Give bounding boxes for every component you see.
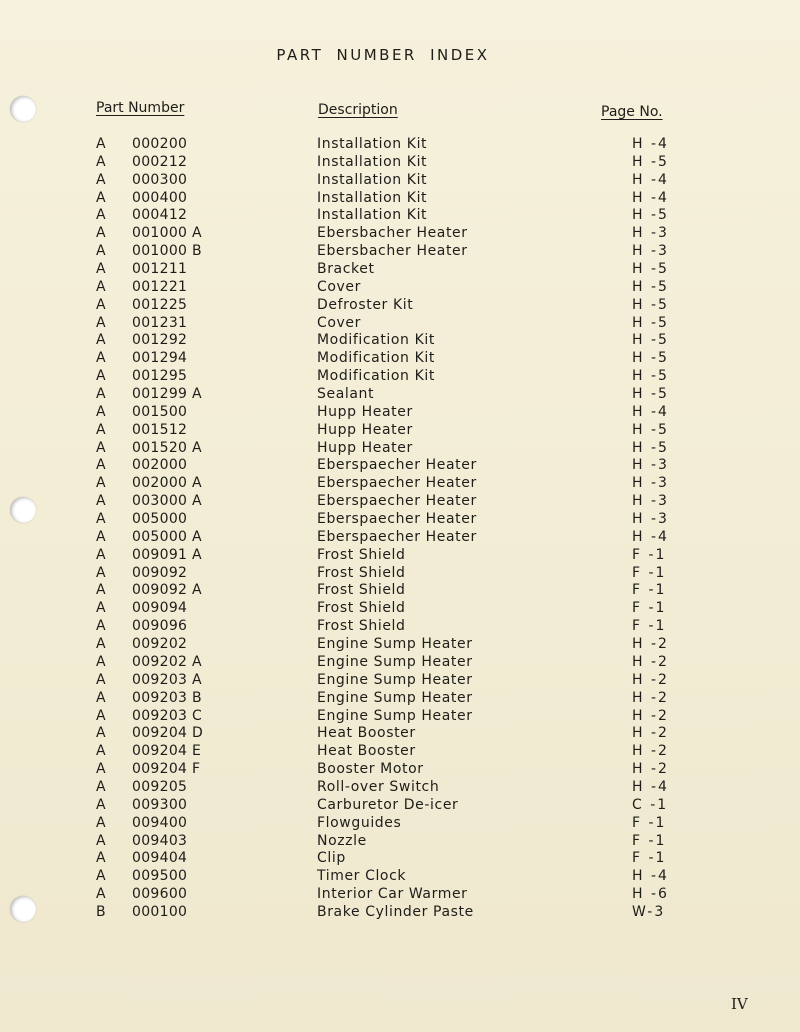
part-prefix: A [96,136,106,152]
page-reference: H -5 [632,368,669,385]
page-reference: F -1 [632,850,667,867]
page-reference: F -1 [632,564,667,581]
part-description: Engine Sump Heater [317,636,473,653]
part-prefix: A [96,368,106,385]
column-header-part-number: Part Number [96,100,185,116]
table-row [0,904,800,922]
part-prefix: A [96,761,106,778]
part-number: 009500 [132,868,188,885]
page-reference: H -3 [632,225,669,242]
part-description: Ebersbacher Heater [317,225,468,242]
part-number: 003000 A [132,493,202,510]
page-reference: H -2 [632,743,669,760]
page-reference: F -1 [632,600,667,617]
column-header-description: Description [318,102,398,118]
page-reference: H -4 [632,868,669,885]
page-reference: H -3 [632,457,669,474]
part-number: 009096 [132,618,188,635]
part-description: Frost Shield [317,546,406,563]
table-row [0,190,800,208]
part-prefix: A [96,671,106,688]
table-row [0,654,800,672]
part-number: 009204 E [132,743,202,760]
page-reference: H -2 [632,653,669,670]
part-description: Frost Shield [317,582,406,599]
part-prefix: A [96,421,106,438]
part-description: Heat Booster [317,725,416,742]
part-description: Brake Cylinder Paste [317,903,474,920]
page-reference: H -6 [632,886,669,903]
part-description: Clip [317,850,346,867]
part-number: 009404 [132,850,188,867]
part-prefix: A [96,564,106,581]
part-description: Hupp Heater [317,421,413,438]
part-prefix: A [96,439,106,456]
page-reference: H -4 [632,778,669,795]
part-prefix: A [96,778,106,795]
part-number: 001211 [132,261,188,278]
page-reference: H -4 [632,171,669,188]
table-row [0,225,800,243]
table-row [0,708,800,726]
part-description: Heat Booster [317,743,416,760]
part-number: 009204 F [132,761,201,778]
page-reference: H -2 [632,725,669,742]
part-number: 009091 A [132,546,202,563]
table-row [0,332,800,350]
part-description: Engine Sump Heater [317,653,473,670]
page-reference: H -3 [632,475,669,492]
page-reference: F -1 [632,814,667,831]
page-number: IV [731,995,748,1013]
page-reference: F -1 [632,832,667,849]
page-reference: H -5 [632,207,669,224]
page-reference: H -5 [632,332,669,349]
part-prefix: A [96,189,106,206]
table-row [0,368,800,386]
part-prefix: A [96,296,106,313]
part-number: 009203 C [132,707,203,724]
table-row [0,547,800,565]
table-row [0,511,800,529]
part-prefix: A [96,207,106,224]
page-title: PART NUMBER INDEX [276,46,490,64]
part-prefix: A [96,814,106,831]
part-number: 009400 [132,814,188,831]
table-row [0,404,800,422]
part-prefix: A [96,600,106,617]
page-reference: C -1 [632,796,669,813]
page-reference: H -2 [632,671,669,688]
part-prefix: A [96,153,106,170]
table-row [0,725,800,743]
table-row [0,279,800,297]
part-number: 002000 A [132,475,202,492]
part-prefix: A [96,582,106,599]
part-prefix: A [96,850,106,867]
page-reference: H -5 [632,350,669,367]
page-reference: F -1 [632,546,667,563]
part-number: 001225 [132,296,188,313]
page-reference: H -5 [632,278,669,295]
part-prefix: A [96,796,106,813]
part-prefix: A [96,832,106,849]
part-description: Carburetor De-icer [317,796,459,813]
page-reference: H -5 [632,153,669,170]
page-reference: H -5 [632,261,669,278]
page-reference: H -5 [632,386,669,403]
part-prefix: A [96,386,106,403]
page-reference: F -1 [632,618,667,635]
table-row [0,136,800,154]
part-number: 009403 [132,832,188,849]
part-description: Installation Kit [317,207,428,224]
page-reference: H -4 [632,136,669,152]
part-description: Defroster Kit [317,296,414,313]
page-reference: H -5 [632,421,669,438]
part-prefix: A [96,636,106,653]
part-number: 005000 [132,511,188,528]
part-number: 000200 [132,136,188,152]
table-row [0,243,800,261]
table-row [0,868,800,886]
part-prefix: A [96,868,106,885]
part-description: Eberspaecher Heater [317,528,477,545]
table-row [0,261,800,279]
table-row [0,850,800,868]
part-prefix: A [96,546,106,563]
page-reference: H -3 [632,493,669,510]
part-description: Nozzle [317,832,367,849]
part-number: 009300 [132,796,188,813]
part-number: 009092 [132,564,188,581]
part-description: Interior Car Warmer [317,886,468,903]
part-prefix: A [96,653,106,670]
part-number: 000400 [132,189,188,206]
table-row [0,350,800,368]
part-description: Booster Motor [317,761,424,778]
part-prefix: A [96,314,106,331]
table-row [0,440,800,458]
part-description: Modification Kit [317,332,435,349]
part-prefix: A [96,618,106,635]
page-reference: H -2 [632,689,669,706]
part-description: Installation Kit [317,136,428,152]
part-number: 009600 [132,886,188,903]
part-number: 001000 B [132,243,202,260]
part-prefix: A [96,743,106,760]
part-prefix: A [96,725,106,742]
table-row [0,315,800,333]
table-row [0,672,800,690]
part-prefix: B [96,903,106,920]
table-row [0,761,800,779]
page-reference: H -3 [632,511,669,528]
page-reference: H -4 [632,403,669,420]
column-header-page-no: Page No. [601,104,663,120]
part-number: 001500 [132,403,188,420]
table-row [0,815,800,833]
part-number: 001000 A [132,225,202,242]
part-prefix: A [96,511,106,528]
part-prefix: A [96,243,106,260]
part-description: Engine Sump Heater [317,707,473,724]
part-number: 001512 [132,421,188,438]
part-description: Cover [317,314,361,331]
table-row [0,172,800,190]
part-description: Modification Kit [317,350,435,367]
page-reference: H -2 [632,761,669,778]
part-description: Installation Kit [317,153,428,170]
part-number: 009205 [132,778,188,795]
page-reference: W-3 [632,903,666,920]
part-description: Bracket [317,261,375,278]
part-description: Engine Sump Heater [317,671,473,688]
part-description: Frost Shield [317,600,406,617]
part-description: Frost Shield [317,564,406,581]
part-number: 009092 A [132,582,202,599]
table-row [0,743,800,761]
part-number: 009094 [132,600,188,617]
part-index-table [0,136,800,922]
page-reference: F -1 [632,582,667,599]
part-description: Flowguides [317,814,402,831]
part-prefix: A [96,689,106,706]
page-reference: H -5 [632,439,669,456]
table-row [0,797,800,815]
part-prefix: A [96,278,106,295]
table-row [0,422,800,440]
part-description: Installation Kit [317,171,428,188]
part-number: 000212 [132,153,188,170]
table-row [0,886,800,904]
part-description: Eberspaecher Heater [317,475,477,492]
part-number: 009202 [132,636,188,653]
part-description: Hupp Heater [317,403,413,420]
table-row [0,636,800,654]
part-prefix: A [96,225,106,242]
part-prefix: A [96,350,106,367]
table-row [0,600,800,618]
table-row [0,386,800,404]
part-number: 009202 A [132,653,202,670]
part-number: 009203 A [132,671,202,688]
punch-hole-top [10,96,36,122]
table-row [0,779,800,797]
part-description: Timer Clock [317,868,407,885]
table-row [0,493,800,511]
table-row [0,297,800,315]
part-number: 001292 [132,332,188,349]
page-reference: H -5 [632,296,669,313]
part-description: Modification Kit [317,368,435,385]
table-row [0,565,800,583]
page-reference: H -2 [632,707,669,724]
page-reference: H -5 [632,314,669,331]
table-row [0,582,800,600]
part-number: 000300 [132,171,188,188]
part-number: 001520 A [132,439,202,456]
part-prefix: A [96,475,106,492]
part-number: 001231 [132,314,188,331]
part-prefix: A [96,707,106,724]
part-number: 009203 B [132,689,202,706]
part-description: Eberspaecher Heater [317,511,477,528]
part-description: Cover [317,278,361,295]
part-description: Ebersbacher Heater [317,243,468,260]
part-description: Engine Sump Heater [317,689,473,706]
part-number: 005000 A [132,528,202,545]
page-reference: H -3 [632,243,669,260]
part-number: 001295 [132,368,188,385]
table-row [0,207,800,225]
part-number: 001299 A [132,386,202,403]
part-description: Sealant [317,386,375,403]
part-description: Roll-over Switch [317,778,440,795]
table-row [0,154,800,172]
part-description: Hupp Heater [317,439,413,456]
part-number: 001221 [132,278,188,295]
part-description: Frost Shield [317,618,406,635]
table-row [0,690,800,708]
part-description: Eberspaecher Heater [317,493,477,510]
part-description: Installation Kit [317,189,428,206]
table-row [0,833,800,851]
part-prefix: A [96,457,106,474]
part-prefix: A [96,528,106,545]
part-prefix: A [96,403,106,420]
part-prefix: A [96,171,106,188]
page-reference: H -2 [632,636,669,653]
part-number: 009204 D [132,725,204,742]
part-prefix: A [96,261,106,278]
table-row [0,529,800,547]
table-row [0,457,800,475]
part-number: 000412 [132,207,188,224]
part-prefix: A [96,332,106,349]
part-prefix: A [96,886,106,903]
page-reference: H -4 [632,528,669,545]
part-number: 000100 [132,903,188,920]
table-row [0,475,800,493]
part-number: 001294 [132,350,188,367]
part-prefix: A [96,493,106,510]
part-number: 002000 [132,457,188,474]
table-row [0,618,800,636]
page-reference: H -4 [632,189,669,206]
part-description: Eberspaecher Heater [317,457,477,474]
